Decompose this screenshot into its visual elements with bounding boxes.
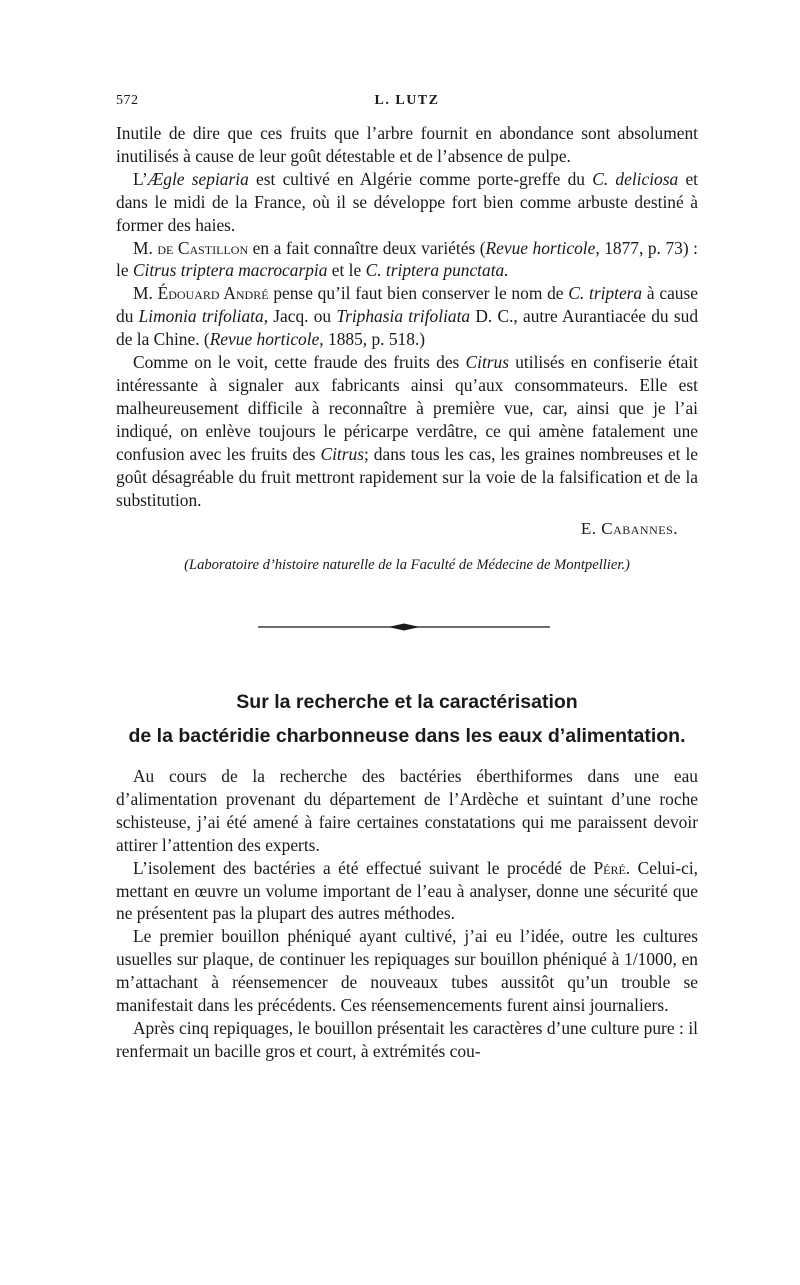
italic-text: Triphasia trifoliata: [336, 306, 471, 327]
text: Comme on le voit, cette fraude des fruits des: [133, 352, 466, 373]
italic-text: Citrus triptera macrocarpia: [132, 260, 328, 281]
italic-text: Citrus: [465, 352, 510, 373]
text: utilisés en confiserie était intéressante à signaler aux fabricants ainsi qu’aux consommateurs. Elle est malheureusement difficile à reconnaître à première vue, car, ainsi que je l’ai indiqué, on enlève toujours le péricarpe verdâtre, ce qui amène fatalement une confusion avec les fruits des: [116, 352, 698, 464]
italic-text: Revue horticole: [209, 329, 320, 350]
paragraph: [116, 351, 698, 511]
italic-text: C. deliciosa: [592, 168, 679, 189]
author-name: Édouard André: [157, 283, 269, 304]
section-divider-ornament: [258, 621, 550, 633]
laboratory-note: (Laboratoire d’histoire naturelle de la Faculté de Médecine de Montpellier.): [184, 557, 630, 574]
page-header: [116, 93, 698, 115]
paragraph: [116, 282, 698, 351]
page-number: 572: [116, 93, 139, 108]
text: , 1877, p. 73) : le: [116, 237, 698, 281]
italic-text: C. triptera punctata.: [365, 260, 509, 281]
article-2-body: [116, 765, 698, 1063]
text: ; dans tous les cas, les graines nombreuses et le goût désagréable du fruit mettront rapidement sur la voie de la falsification et de la substitution.: [116, 443, 698, 510]
text: D. C., autre Aurantiacée du sud de la Chine. (: [116, 306, 699, 350]
text: en a fait connaître deux variétés (: [248, 237, 486, 258]
italic-text: Limonia trifoliata: [138, 306, 264, 327]
text: L’: [133, 168, 148, 189]
paragraph: [116, 168, 698, 237]
paragraph: [116, 857, 698, 926]
article-1-body: [116, 122, 698, 574]
text: L’isolement des bactéries a été effectué suivant le procédé de: [133, 857, 594, 878]
paragraph: Le premier bouillon phéniqué ayant cultivé, j’ai eu l’idée, outre les cultures usuelles sur plaque, de continuer les repiquages sur bouillon phéniqué à 1/1000, en m’attachant à réensemencer de nouveaux tubes aussitôt qu’un trouble se manifestait dans les précédents. Ces réensemencements furent ainsi journaliers.: [116, 926, 698, 1016]
text: , 1885, p. 518.): [319, 329, 426, 350]
text: et dans le midi de la France, où il se développe fort bien comme arbuste destiné à former des haies.: [116, 168, 698, 235]
paragraph: Au cours de la recherche des bactéries éberthiformes dans une eau d’alimentation provenant du département de l’Ardèche et suintant d’une roche schisteuse, j’ai été amené à faire certaines constatations qui me paraissent devoir attirer l’attention des experts.: [116, 766, 698, 855]
italic-text: C. triptera: [568, 283, 643, 304]
author-signature: E. Cabannes.: [580, 519, 678, 539]
text: , Jacq. ou: [263, 306, 337, 327]
text: à cause du: [116, 283, 698, 327]
text: . Celui-ci, mettant en œuvre un volume important de l’eau à analyser, donne une sécurité que ne présentent pas la plupart des autres méthodes.: [116, 857, 699, 924]
author-name: Péré: [593, 857, 626, 878]
title-line: Sur la recherche et la caractérisation: [236, 691, 578, 713]
title-line: de la bactéridie charbonneuse dans les eaux d’alimentation.: [128, 725, 686, 747]
paragraph: [116, 237, 698, 283]
running-head: L. LUTZ: [374, 93, 440, 108]
paragraph: Après cinq repiquages, le bouillon présentait les caractères d’une culture pure : il renfermait un bacille gros et court, à extrémités cou-: [116, 1017, 698, 1061]
italic-text: Ægle sepiaria: [147, 168, 249, 189]
italic-text: Revue horticole: [485, 237, 596, 258]
author-name: de Castillon: [157, 237, 249, 258]
italic-text: Citrus: [320, 443, 364, 464]
text: pense qu’il faut bien conserver le nom de: [268, 283, 569, 304]
text: M.: [133, 283, 158, 304]
text: est cultivé en Algérie comme porte-greffe du: [248, 168, 593, 189]
text: M.: [133, 237, 158, 258]
text: et le: [327, 260, 366, 281]
article-title: [116, 685, 698, 753]
paragraph: Inutile de dire que ces fruits que l’arbre fournit en abondance sont absolument inutilisés à cause de leur goût détestable et de l’absence de pulpe.: [116, 123, 698, 166]
